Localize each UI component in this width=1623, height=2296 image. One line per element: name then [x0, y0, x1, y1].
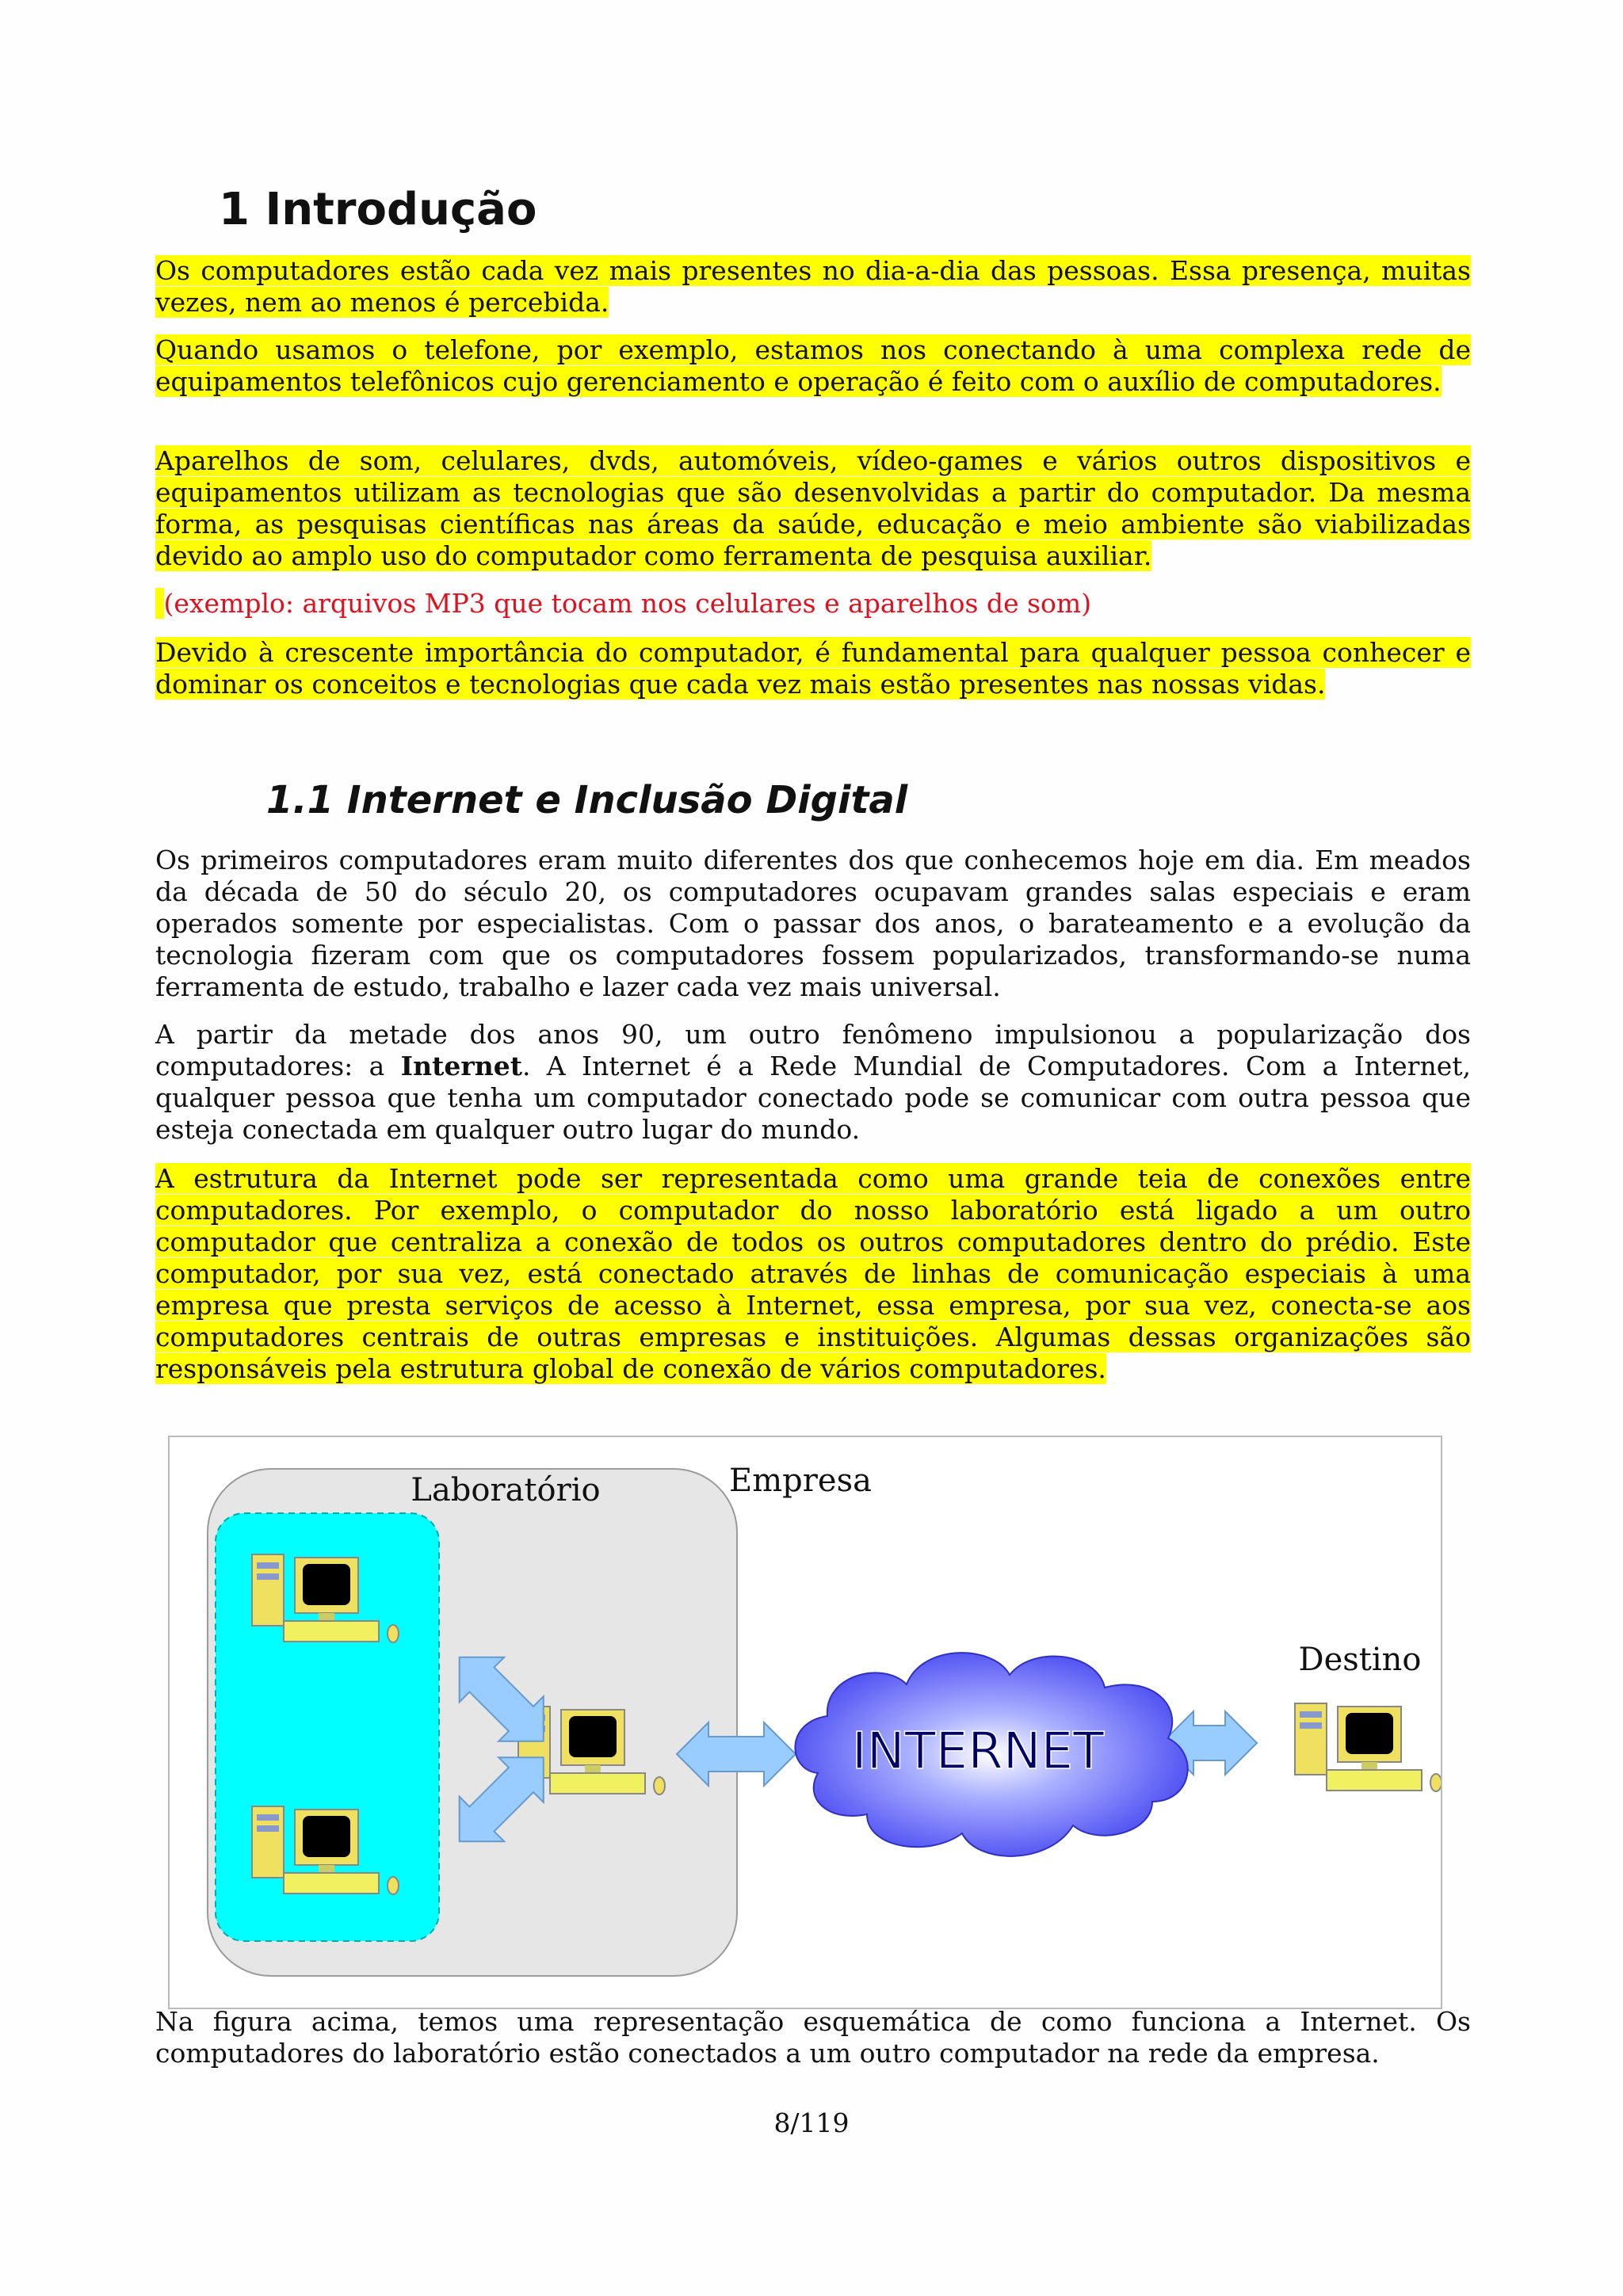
- label-destination: Destino: [1298, 1642, 1422, 1678]
- page-number: 8/119: [773, 2107, 850, 2138]
- intro-paragraph-3: Aparelhos de som, celulares, dvds, automóveis, vídeo-games e vários outros dispositivos e equipamentos utilizam as tecnologias que são desenvolvidas a partir do computador. Da mesma forma, as pesquisas científicas nas áreas da saúde, educação e meio ambiente são viabilizadas devido ao amplo uso do computador como ferramenta de pesquisa auxiliar.: [155, 445, 1471, 571]
- subsection-title: 1.1 Internet e Inclusão Digital: [266, 778, 908, 822]
- intro-paragraph-1: Os computadores estão cada vez mais presentes no dia-a-dia das pessoas. Essa presença, muitas vezes, nem ao menos é percebida.: [155, 255, 1471, 318]
- label-internet: INTERNET: [851, 1722, 1105, 1781]
- intro-paragraph-2: Quando usamos o telefone, por exemplo, estamos nos conectando à uma complexa rede de equipamentos telefônicos cujo gerenciamento e operação é feito com o auxílio de computadores.: [155, 334, 1471, 397]
- internet-diagram: [168, 1436, 1442, 2009]
- section-title: 1 Introdução: [219, 184, 537, 235]
- label-lab: Laboratório: [411, 1472, 601, 1508]
- internet-term: Internet: [400, 1051, 522, 1081]
- internet-paragraph-4: Na figura acima, temos uma representação esquemática de como funciona a Internet. Os computadores do laboratório estão conectados a um outro computador na rede da empresa.: [155, 2006, 1471, 2069]
- intro-example: (exemplo: arquivos MP3 que tocam nos celulares e aparelhos de som): [155, 588, 1471, 620]
- destination-computer-icon: [1295, 1703, 1441, 1791]
- internet-paragraph-1: Os primeiros computadores eram muito diferentes dos que conhecemos hoje em dia. Em meados da década de 50 do século 20, os computadores ocupavam grandes salas especiais e eram operados somente por especialistas. Com o passar dos anos, o barateamento e a evolução da tecnologia fizeram com que os computadores fossem popularizados, transformando-se numa ferramenta de estudo, trabalho e lazer cada vez mais universal.: [155, 845, 1471, 1002]
- internet-paragraph-2: A partir da metade dos anos 90, um outro fenômeno impulsionou a popularização dos computadores: a Internet. A Internet é a Rede Mundial de Computadores. Com a Internet, qualquer pessoa que tenha um computador conectado pode se comunicar com outra pessoa que esteja conectada em qualquer outro lugar do mundo.: [155, 1019, 1471, 1145]
- internet-paragraph-3: A estrutura da Internet pode ser representada como uma grande teia de conexões entre computadores. Por exemplo, o computador do nosso laboratório está ligado a um outro computador que centraliza a conexão de todos os outros computadores dentro do prédio. Este computador, por sua vez, está conectado através de linhas de comunicação especiais à uma empresa que presta serviços de acesso à Internet, essa empresa, por sua vez, conecta-se aos computadores centrais de outras empresas e instituições. Algumas dessas organizações são responsáveis pela estrutura global de conexão de vários computadores.: [155, 1163, 1471, 1384]
- diagram-canvas: [170, 1437, 1441, 2008]
- label-company: Empresa: [729, 1463, 872, 1499]
- intro-paragraph-4: Devido à crescente importância do computador, é fundamental para qualquer pessoa conhecer e dominar os conceitos e tecnologias que cada vez mais estão presentes nas nossas vidas.: [155, 637, 1471, 700]
